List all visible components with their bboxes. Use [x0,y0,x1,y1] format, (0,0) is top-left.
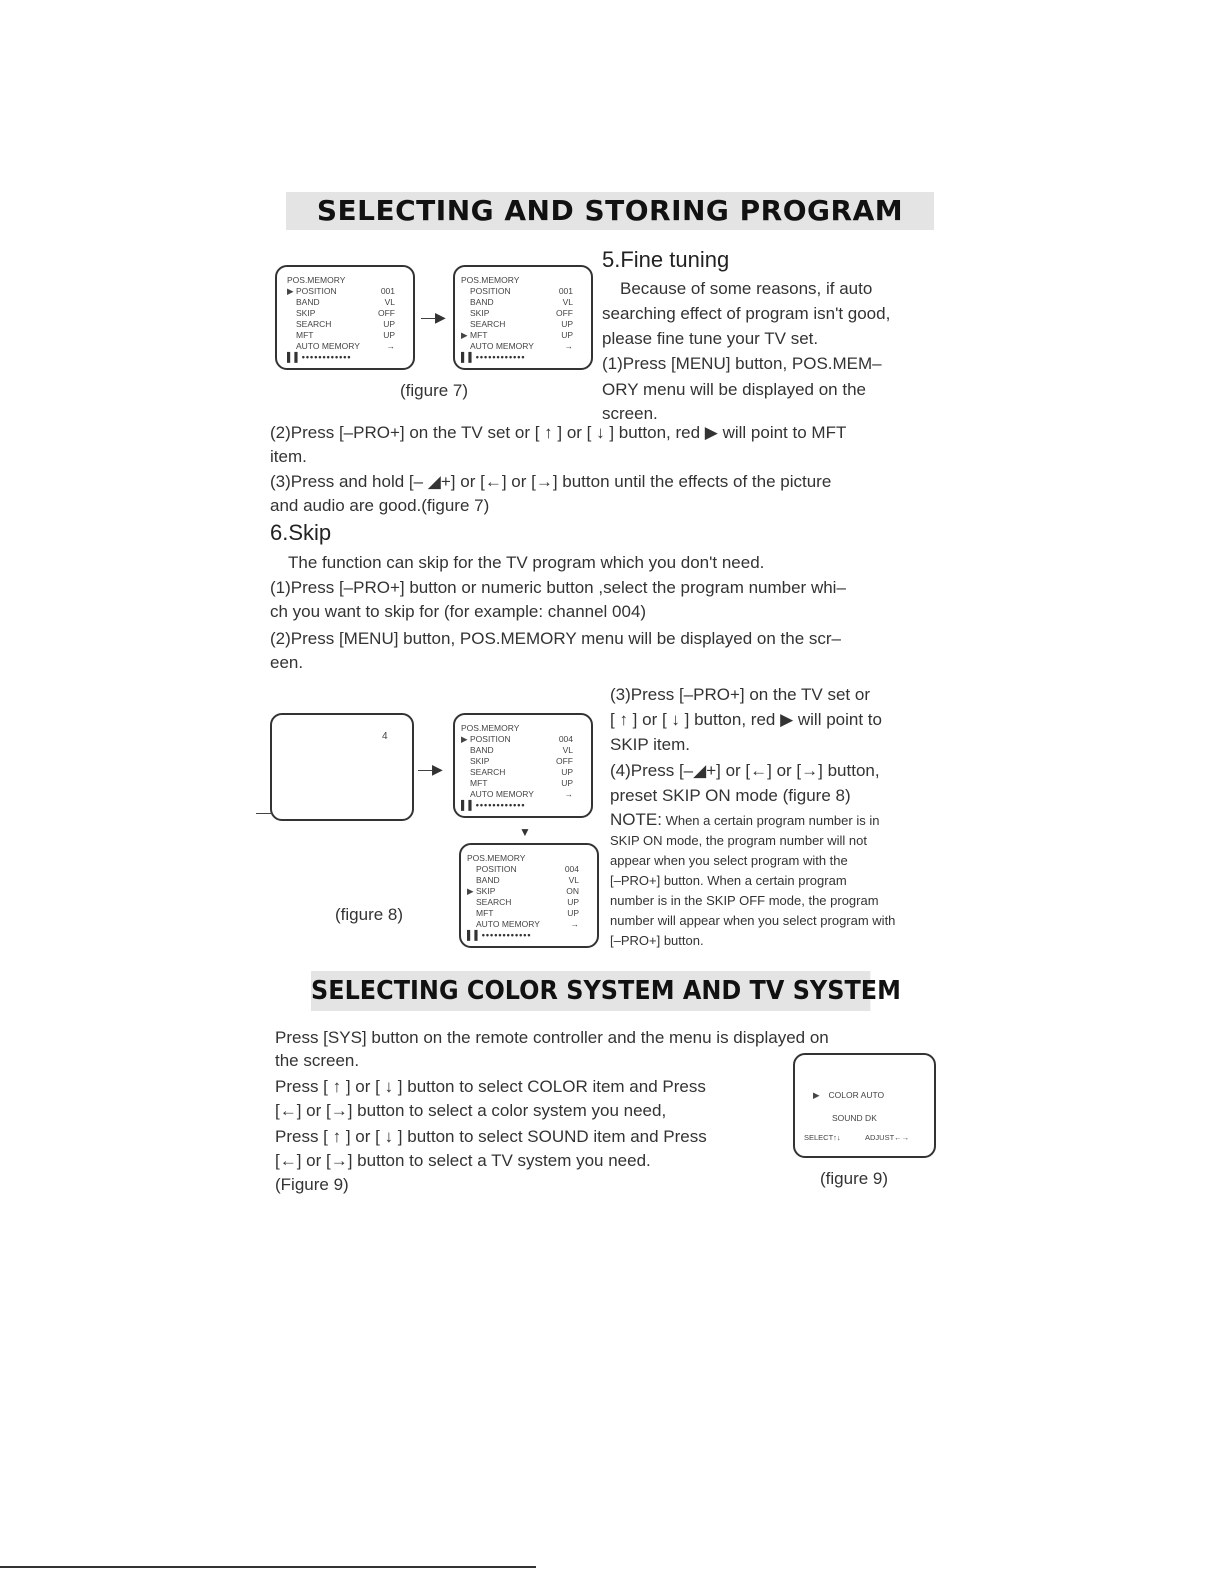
tv-screen-figure7-left [275,265,415,370]
select-hint: SELECT↑↓ [804,1133,841,1142]
red-pointer-icon: ▶ [287,286,294,296]
note-line: When a certain program number is in [661,813,880,828]
signal-bar: ▌▌•••••••••••• [467,930,532,940]
menu-title: POS.MEMORY [461,723,520,733]
color-system-line: the screen. [275,1051,360,1070]
skip-step2-line: een. [270,653,304,672]
fine-tuning-para-line: searching effect of program isn't good, [602,304,891,323]
signal-bar: ▌▌•••••••••••• [461,352,526,362]
menu-row-mft: MFT UP [470,778,573,788]
menu-row-band: BAND VL [470,745,573,755]
section-title-color-system: SELECTING COLOR SYSTEM AND TV SYSTEM [311,971,870,1011]
red-pointer-icon: ▶ [813,1090,820,1100]
color-system-line: Press [ ↑ ] or [ ↓ ] button to select SOUND item and Press [275,1127,707,1146]
menu-row-auto-memory: AUTO MEMORY → [476,919,579,929]
note-line: number will appear when you select program with [610,913,896,928]
menu-row-search: SEARCH UP [296,319,395,329]
skip-step2-line: (2)Press [MENU] button, POS.MEMORY menu will be displayed on the scr– [270,629,841,648]
menu-row-skip: SKIP OFF [296,308,395,318]
menu-row-auto-memory: AUTO MEMORY → [470,789,573,799]
bottom-rule [0,1566,536,1568]
red-pointer-icon: ▶ [461,330,468,340]
menu-row-skip: ▶ SKIP ON [467,886,579,896]
fine-tuning-step3-line: (3)Press and hold [– ◢+] or [←] or [→] button until the effects of the picture [270,472,832,491]
arrow-down-icon: ▼ [519,825,531,839]
skip-step3-line: (3)Press [–PRO+] on the TV set or [610,685,870,704]
menu-row-skip: SKIP OFF [470,756,573,766]
figure7-caption: (figure 7) [400,381,469,400]
note-label: NOTE: [610,810,662,829]
color-system-line: [←] or [→] button to select a TV system you need. [275,1151,651,1170]
pos-memory-menu [461,723,573,811]
menu-title: POS.MEMORY [467,853,526,863]
menu-title: POS.MEMORY [461,275,520,285]
fine-tuning-step1-line: (1)Press [MENU] button, POS.MEM– [602,354,882,373]
menu-row-search: SEARCH UP [476,897,579,907]
fine-tuning-step3-line: and audio are good.(figure 7) [270,496,490,515]
menu-row-auto-memory: AUTO MEMORY → [296,341,395,351]
skip-step3-line: SKIP item. [610,735,690,754]
pos-memory-menu [467,853,579,941]
menu-row-search: SEARCH UP [470,319,573,329]
tv-screen-figure8-top [453,713,593,818]
skip-intro: The function can skip for the TV program which you don't need. [288,553,765,572]
tv-screen-figure9 [793,1053,936,1158]
sound-row: SOUND DK [832,1113,877,1123]
skip-heading: 6.Skip [270,520,332,545]
pos-memory-menu [461,275,573,363]
tv-stand-line [256,813,272,814]
note-line: [–PRO+] button. [610,933,704,948]
red-pointer-icon: ▶ [467,886,474,896]
menu-row-band: BAND VL [476,875,579,885]
note-line: number is in the SKIP OFF mode, the program [610,893,879,908]
pos-memory-menu [287,275,395,363]
signal-bar: ▌▌•••••••••••• [461,800,526,810]
signal-bar: ▌▌•••••••••••• [287,352,352,362]
tv-screen-channel [270,713,414,821]
menu-row-position: POSITION 004 [476,864,579,874]
color-system-line: Press [SYS] button on the remote controller and the menu is displayed on [275,1028,829,1047]
skip-step4-line: preset SKIP ON mode (figure 8) [610,786,851,805]
section-title-storing-program: SELECTING AND STORING PROGRAM [286,192,934,230]
menu-row-mft: ▶ MFT UP [461,330,573,340]
skip-step1-line: (1)Press [–PRO+] button or numeric button ,select the program number whi– [270,578,846,597]
fine-tuning-step1-line: screen. [602,404,658,423]
menu-row-band: BAND VL [296,297,395,307]
skip-step1-line: ch you want to skip for (for example: channel 004) [270,602,647,621]
note-line: appear when you select program with the [610,853,848,868]
skip-step4-line: (4)Press [–◢+] or [←] or [→] button, [610,761,880,780]
figure8-caption: (figure 8) [335,905,404,924]
menu-title: POS.MEMORY [287,275,346,285]
skip-step3-line: [ ↑ ] or [ ↓ ] button, red ▶ will point to [610,710,882,729]
fine-tuning-step1-line: ORY menu will be displayed on the [602,380,866,399]
arrow-right-icon: —▶ [421,309,446,325]
menu-row-position: ▶ POSITION 004 [461,734,573,744]
menu-row-search: SEARCH UP [470,767,573,777]
menu-row-mft: MFT UP [476,908,579,918]
note-line: SKIP ON mode, the program number will not [610,833,867,848]
channel-number: 4 [382,731,388,742]
red-pointer-icon: ▶ [461,734,468,744]
fine-tuning-step2-line: item. [270,447,307,466]
menu-row-auto-memory: AUTO MEMORY → [470,341,573,351]
color-system-line: (Figure 9) [275,1175,349,1194]
note-line: [–PRO+] button. When a certain program [610,873,847,888]
menu-row-band: BAND VL [470,297,573,307]
fine-tuning-step2-line: (2)Press [–PRO+] on the TV set or [ ↑ ] or [ ↓ ] button, red ▶ will point to MFT [270,423,847,442]
skip-note [610,810,960,951]
fine-tuning-para-line: Because of some reasons, if auto [620,279,873,298]
fine-tuning-para-line: please fine tune your TV set. [602,329,819,348]
color-system-line: Press [ ↑ ] or [ ↓ ] button to select COLOR item and Press [275,1077,706,1096]
menu-row-position: POSITION 001 [470,286,573,296]
tv-screen-figure8-bottom [459,843,599,948]
menu-row-skip: SKIP OFF [470,308,573,318]
arrow-right-icon: —▶ [418,761,443,777]
fine-tuning-heading: 5.Fine tuning [602,247,730,272]
menu-row-mft: MFT UP [296,330,395,340]
adjust-hint: ADJUST←→ [865,1133,910,1142]
color-row: ▶ COLOR AUTO [813,1090,885,1100]
figure9-caption: (figure 9) [820,1169,889,1188]
tv-screen-figure7-right [453,265,593,370]
color-system-line: [←] or [→] button to select a color system you need, [275,1101,667,1120]
menu-row-position: ▶ POSITION 001 [287,286,395,296]
